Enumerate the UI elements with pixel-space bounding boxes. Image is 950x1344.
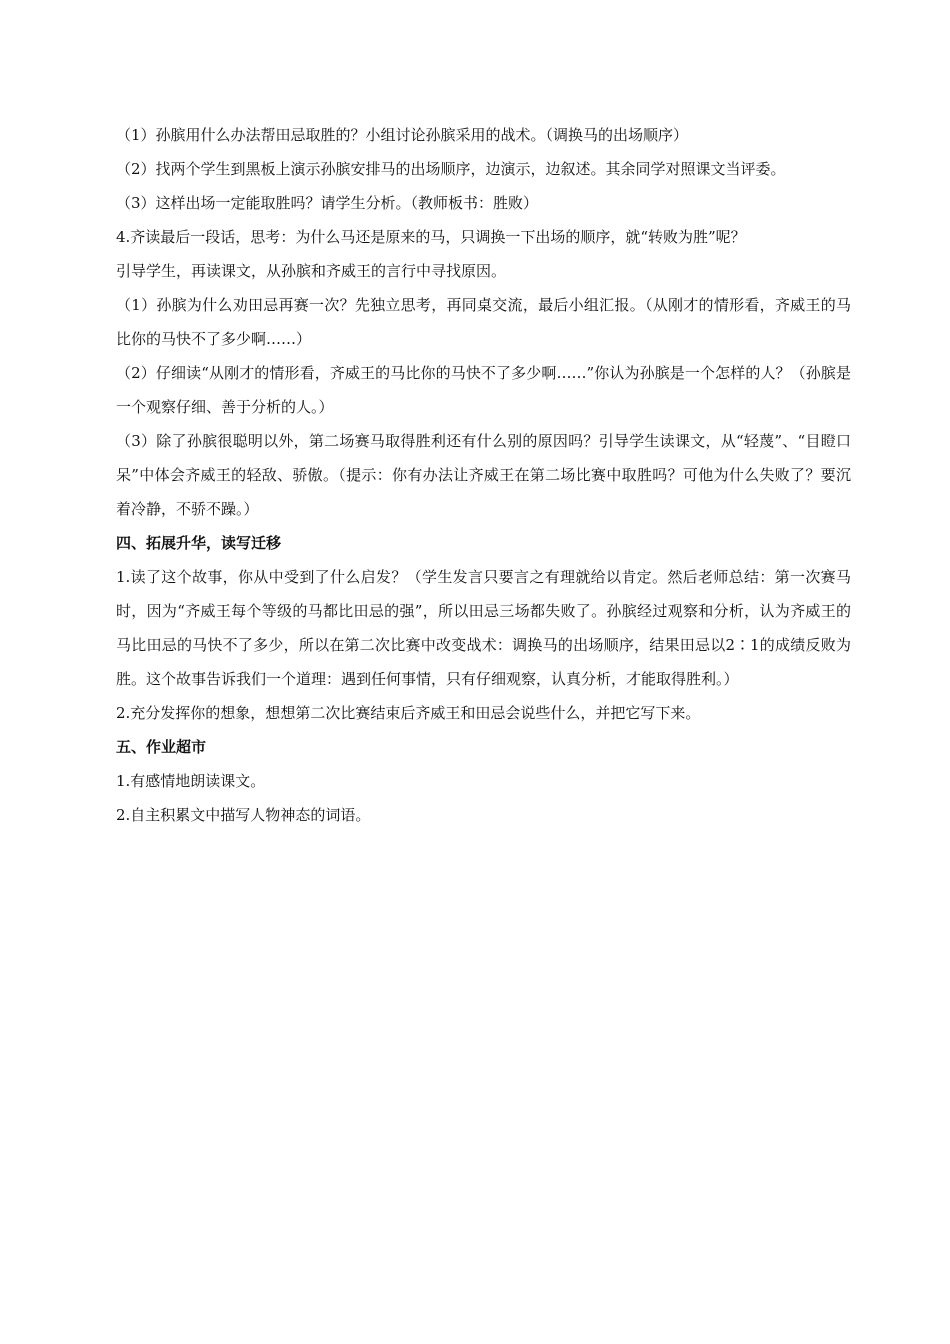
document-body — [116, 118, 851, 832]
section-heading-extension: 四、拓展升华，读写迁移 — [116, 534, 282, 552]
paragraph-analysis: （3）这样出场一定能取胜吗？请学生分析。（教师板书：胜败） — [116, 194, 539, 212]
paragraph-last-section: 4.齐读最后一段话，思考：为什么马还是原来的马，只调换一下出场的顺序，就“转败为胜”呢？ — [116, 228, 746, 246]
paragraph-guide: 引导学生，再读课文，从孙膑和齐威王的言行中寻找原因。 — [116, 262, 507, 280]
paragraph-imagination: 2.充分发挥你的想象，想想第二次比赛结束后齐威王和田忌会说些什么，并把它写下来。 — [116, 704, 701, 722]
paragraph-careful-reading: （2）仔细读“从刚才的情形看，齐威王的马比你的马快不了多少啊……”你认为孙膑是一个怎样的人？（孙膑是一个观察仔细、善于分析的人。） — [116, 364, 851, 416]
paragraph-inspiration: 1.读了这个故事，你从中受到了什么启发？（学生发言只要言之有理就给以肯定。然后老师总结：第一次赛马时，因为“齐威王每个等级的马都比田忌的强”，所以田忌三场都失败了。孙膑经过观察和分析，认为齐威王的马比田忌的马快不了多少，所以在第二次比赛中改变战术：调换马的出场顺序，结果田忌以2∶1的成绩反败为胜。这个故事告诉我们一个道理：遇到任何事情，只有仔细观察，认真分析，才能取得胜利。） — [116, 568, 851, 688]
paragraph-homework-reading: 1.有感情地朗读课文。 — [116, 772, 266, 790]
section-heading-homework: 五、作业超市 — [116, 738, 207, 756]
paragraph-other-reasons: （3）除了孙膑很聪明以外，第二场赛马取得胜利还有什么别的原因吗？引导学生读课文，从“轻蔑”、“目瞪口呆”中体会齐威王的轻敌、骄傲。（提示：你有办法让齐威王在第二场比赛中取胜吗？可他为什么失败了？要沉着冷静，不骄不躁。） — [116, 432, 851, 518]
paragraph-homework-words: 2.自主积累文中描写人物神态的词语。 — [116, 806, 371, 824]
paragraph-demonstration: （2）找两个学生到黑板上演示孙膑安排马的出场顺序，边演示，边叙述。其余同学对照课文当评委。 — [116, 160, 786, 178]
paragraph-persuade: （1）孙膑为什么劝田忌再赛一次？先独立思考，再同桌交流，最后小组汇报。（从刚才的情形看，齐威王的马比你的马快不了多少啊……） — [116, 296, 851, 348]
paragraph-method: （1）孙膑用什么办法帮田忌取胜的？小组讨论孙膑采用的战术。（调换马的出场顺序） — [116, 126, 689, 144]
